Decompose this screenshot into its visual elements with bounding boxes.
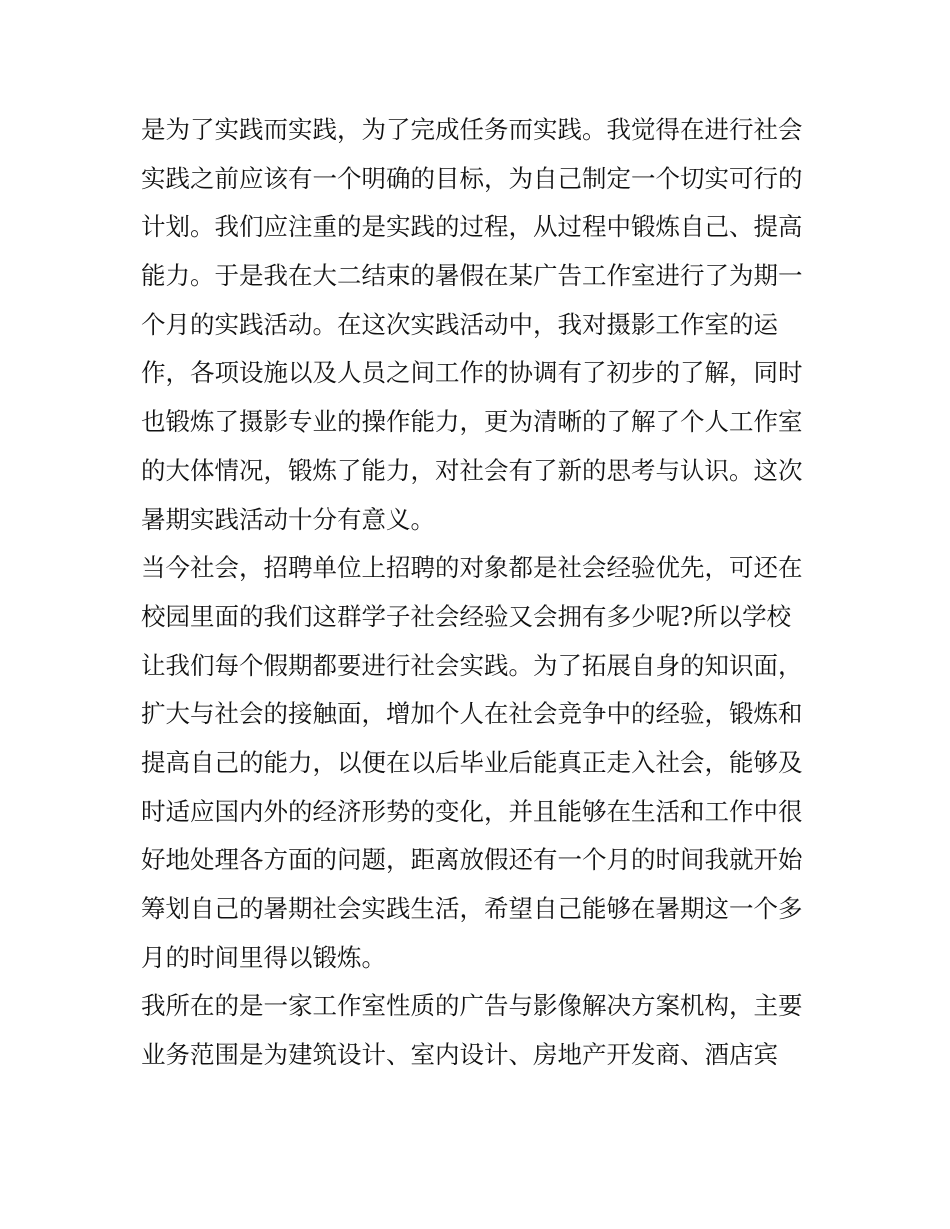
text-line: 作，各项设施以及人员之间工作的协调有了初步的了解，同时 — [141, 358, 803, 388]
text-line: 让我们每个假期都要进行社会实践。为了拓展自身的知识面， — [141, 650, 803, 680]
text-line: 也锻炼了摄影专业的操作能力，更为清晰的了解了个人工作室 — [141, 407, 803, 437]
text-line: 当今社会，招聘单位上招聘的对象都是社会经验优先，可还在 — [141, 553, 803, 583]
text-line: 好地处理各方面的问题，距离放假还有一个月的时间我就开始 — [141, 845, 803, 875]
text-line: 个月的实践活动。在这次实践活动中，我对摄影工作室的运 — [141, 309, 778, 339]
text-line: 是为了实践而实践，为了完成任务而实践。我觉得在进行社会 — [141, 115, 803, 144]
text-line: 我所在的是一家工作室性质的广告与影像解决方案机构，主要 — [141, 991, 803, 1021]
text-line: 校园里面的我们这群学子社会经验又会拥有多少呢?所以学校 — [141, 601, 792, 631]
text-line: 能力。于是我在大二结束的暑假在某广告工作室进行了为期一 — [141, 261, 803, 291]
text-line: 月的时间里得以锻炼。 — [141, 942, 386, 972]
text-line: 暑期实践活动十分有意义。 — [141, 504, 435, 534]
text-line: 提高自己的能力，以便在以后毕业后能真正走入社会，能够及 — [141, 747, 803, 777]
body-text — [141, 106, 821, 1080]
text-line: 扩大与社会的接触面，增加个人在社会竞争中的经验，锻炼和 — [141, 699, 803, 729]
text-line: 时适应国内外的经济形势的变化，并且能够在生活和工作中很 — [141, 796, 803, 826]
text-line: 业务范围是为建筑设计、室内设计、房地产开发商、酒店宾 — [141, 1040, 778, 1070]
text-line: 筹划自己的暑期社会实践生活，希望自己能够在暑期这一个多 — [141, 894, 803, 923]
text-line: 的大体情况，锻炼了能力，对社会有了新的思考与认识。这次 — [141, 455, 803, 485]
text-line: 计划。我们应注重的是实践的过程，从过程中锻炼自己、提高 — [141, 212, 803, 242]
text-line: 实践之前应该有一个明确的目标，为自己制定一个切实可行的 — [141, 163, 803, 193]
